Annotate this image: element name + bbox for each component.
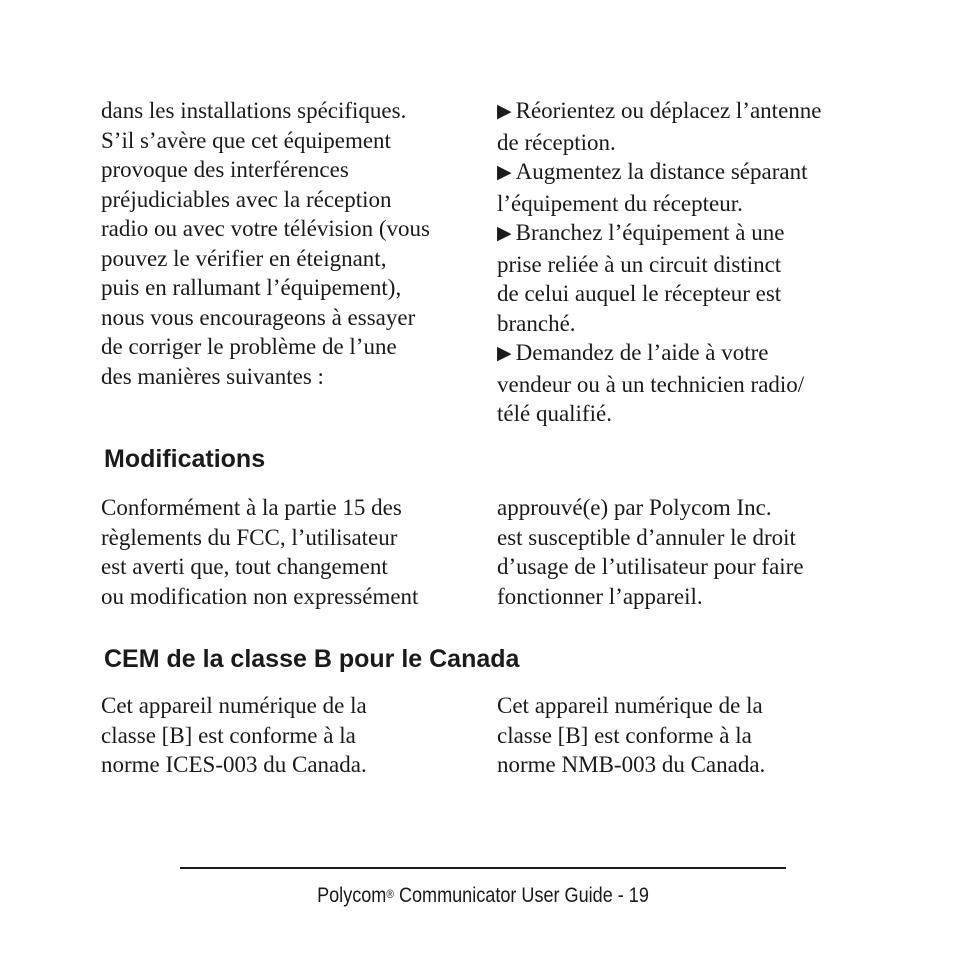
text-line: prise reliée à un circuit distinct [497, 251, 782, 277]
text-line: norme NMB-003 du Canada. [497, 752, 766, 777]
text-line: radio ou avec votre télévision (vous [101, 216, 430, 241]
text-line: S’il s’avère que cet équipement [101, 127, 391, 153]
right-triangle-bullet-icon: ▶ [497, 223, 512, 244]
bullet-item [497, 96, 822, 157]
text-line: puis en rallumant l’équipement), [101, 275, 402, 300]
text-line: Cet appareil numérique de la [497, 693, 763, 718]
modifications-right-column [497, 493, 804, 611]
text-line: règlements du FCC, l’utilisateur [101, 524, 398, 550]
cem-left-column [101, 691, 367, 780]
text-line: de corriger le problème de l’une [101, 334, 397, 359]
text-line: préjudiciables avec la réception [101, 186, 392, 212]
text-line: classe [B] est conforme à la [101, 722, 356, 748]
right-triangle-bullet-icon: ▶ [497, 162, 512, 183]
text-line: provoque des interférences [101, 157, 349, 182]
bullet-text: Réorientez ou déplacez l’antenne [515, 98, 822, 123]
text-line: branché. [497, 310, 576, 336]
intro-right-column [497, 96, 822, 429]
text-line: pouvez le vérifier en éteignant, [101, 245, 387, 271]
text-line: dans les installations spécifiques. [101, 98, 407, 123]
text-line: des manières suivantes : [101, 363, 324, 389]
text-line: fonctionner l’appareil. [497, 583, 703, 609]
text-line: vendeur ou à un technicien radio/ [497, 371, 805, 397]
bullet-item [497, 338, 822, 429]
bullet-item [497, 157, 822, 218]
registered-mark: ® [386, 887, 394, 901]
text-line: nous vous encourageons à essayer [101, 304, 416, 330]
text-line: de réception. [497, 129, 616, 155]
footer-divider [180, 867, 786, 869]
text-line: est averti que, tout changement [101, 554, 388, 579]
intro-left-column [101, 96, 430, 391]
text-line: Conformément à la partie 15 des [101, 495, 402, 520]
bullet-item [497, 218, 822, 338]
footer-brand: Polycom [317, 884, 387, 907]
section-heading-cem: CEM de la classe B pour le Canada [104, 645, 520, 673]
text-line: Cet appareil numérique de la [101, 693, 367, 718]
bullet-text: Demandez de l’aide à votre [515, 340, 769, 365]
right-triangle-bullet-icon: ▶ [497, 343, 512, 364]
bullet-text: Augmentez la distance séparant [515, 159, 808, 184]
text-line: télé qualifié. [497, 401, 612, 426]
bullet-text: Branchez l’équipement à une [515, 220, 785, 245]
text-line: classe [B] est conforme à la [497, 722, 752, 748]
text-line: ou modification non expressément [101, 583, 419, 609]
right-triangle-bullet-icon: ▶ [497, 101, 512, 122]
text-line: est susceptible d’annuler le droit [497, 524, 796, 550]
text-line: approuvé(e) par Polycom Inc. [497, 495, 772, 520]
text-line: d’usage de l’utilisateur pour faire [497, 554, 804, 579]
text-line: norme ICES-003 du Canada. [101, 752, 367, 777]
footer-text: Communicator User Guide - 19 [393, 884, 649, 907]
section-heading-modifications: Modifications [104, 445, 266, 473]
cem-right-column [497, 691, 765, 780]
text-line: de celui auquel le récepteur est [497, 281, 782, 306]
text-line: l’équipement du récepteur. [497, 190, 743, 216]
page-footer [222, 882, 743, 910]
modifications-left-column [101, 493, 418, 611]
